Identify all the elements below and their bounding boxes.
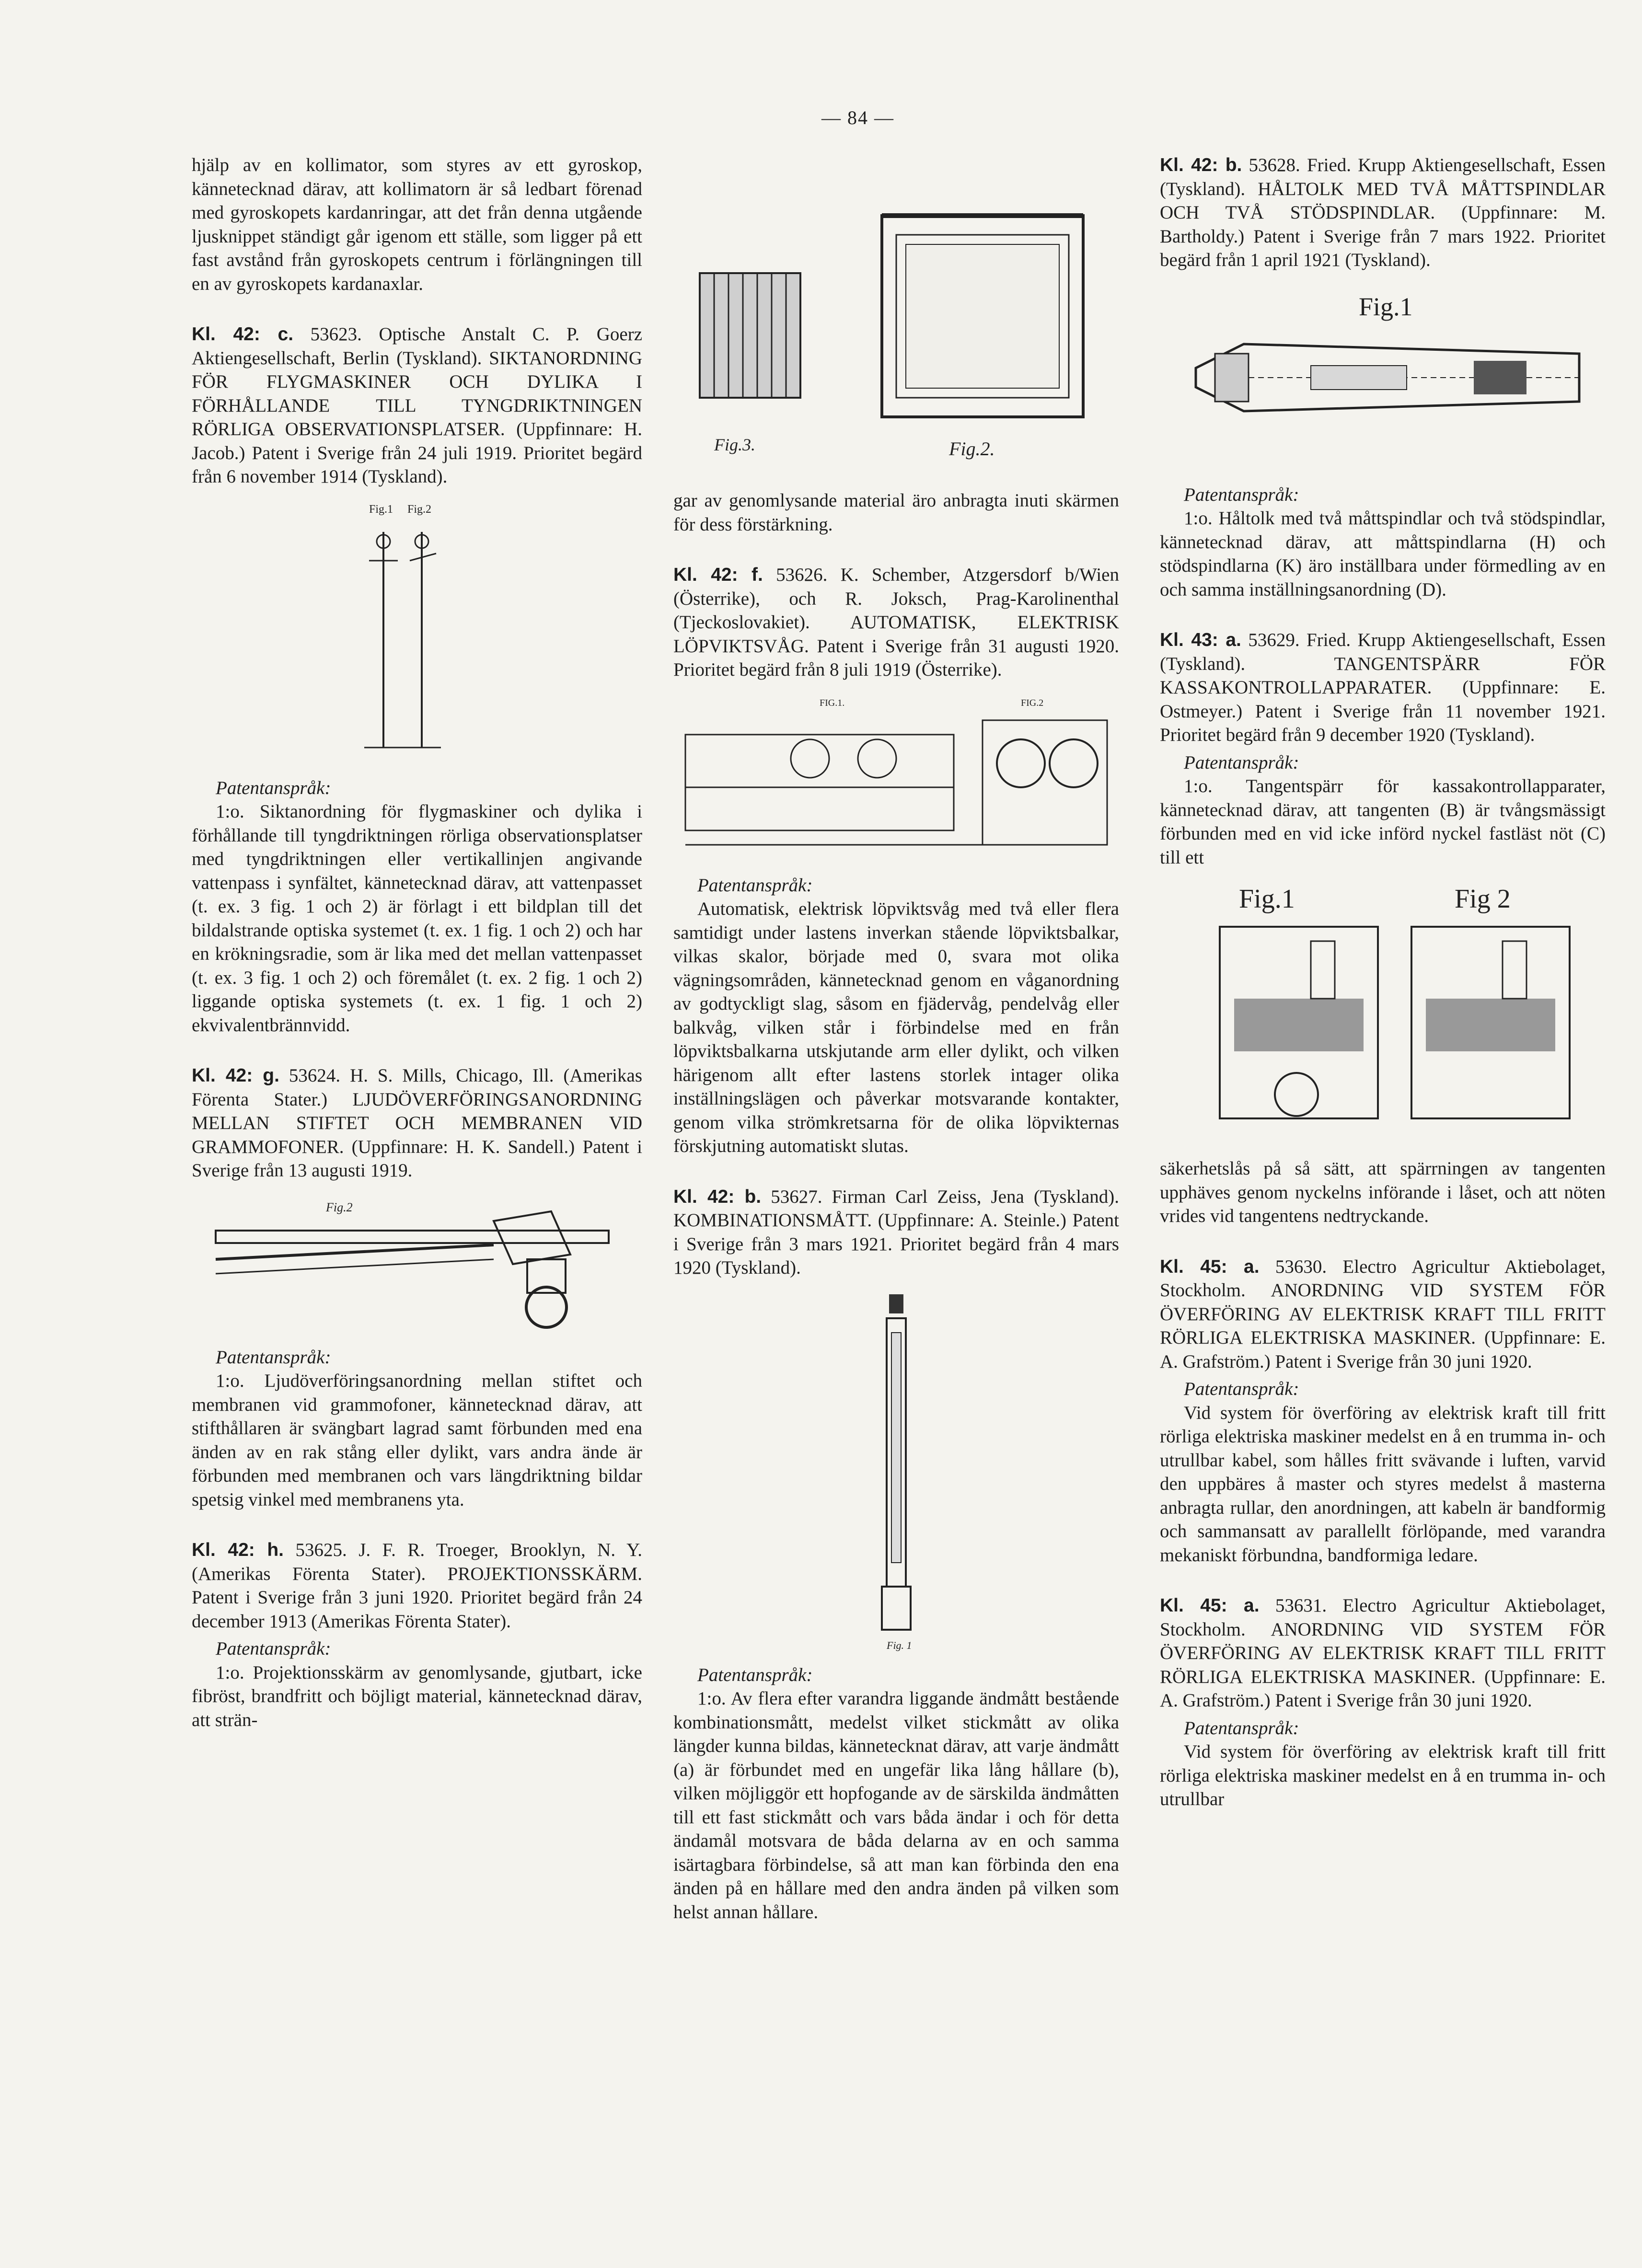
claim-label: Patentanspråk:	[1184, 1717, 1299, 1738]
figure-label: Fig.1	[1239, 884, 1295, 914]
patent-text: 53631. Electro Agricultur Aktiebolaget, Stockholm. ANORDNING VID SYSTEM FÖR ÖVERFÖRING AV ELEKTRISK KRAFT TILL FRITT RÖRLIGA ELEKTRISKA MASKINER. (Uppfinnare: E. A. Grafström.) Patent i Sverige från 30 juni 1920.	[1160, 1595, 1606, 1711]
figure-label: Fig.2.	[949, 438, 995, 460]
patent-text: 53628. Fried. Krupp Aktiengesellschaft, Essen (Tyskland). HÅLTOLK MED TVÅ MÅTTSPINDLAR OCH TVÅ STÖDSPINDLAR. (Uppfinnare: M. Bartholdy.) Patent i Sverige från 7 mars 1922. Prioritet begärd från 1 april 1921 (Tyskland).	[1160, 155, 1606, 270]
claim-text: 1:o. Siktanordning för flygmaskiner och dylika i förhållande till tyngdriktningen rörliga observationsplatser med tyngdriktningen eller vertikallinjen angivande vattenpass i synfältet, kännetecknad därav, att vattenpasset (t. ex. 3 fig. 1 och 2) är förlagt i ett bildplan till det bildalstrande optiska systemet (t. ex. 1 fig. 1 och 2) och har en krökningsradie, som är lika med det mellan vattenpasset (t. ex. 3 fig. 1 och 2) och föremålet (t. ex. 2 fig. 1 och 2) liggande optiska systemets (t. ex. 1 fig. 1 och 2) ekvivalentbrännvidd.	[192, 801, 642, 1036]
patent-entry-53631	[1160, 1594, 1606, 1811]
patent-text: 53629. Fried. Krupp Aktiengesellschaft, Essen (Tyskland). TANGENTSPÄRR FÖR KASSAKONTROLLAPPARATER. (Uppfinnare: E. Ostmeyer.) Patent i Sverige från 11 november 1921. Prioritet begärd från 9 december 1920 (Tyskland).	[1160, 630, 1606, 745]
claim-text: 1:o. Ljudöverföringsanordning mellan stiftet och membranen vid grammofoner, kännetecknad därav, att stifthållaren är svängbart lagrad samt förbunden med ena änden av en rak stång eller dylikt, vars andra ände är förbunden med membranen och vars längdriktning bildar spetsig vinkel med membranens yta.	[192, 1370, 642, 1510]
patent-text: 53630. Electro Agricultur Aktiebolaget, Stockholm. ANORDNING VID SYSTEM FÖR ÖVERFÖRING AV ELEKTRISK KRAFT TILL FRITT RÖRLIGA ELEKTRISKA MASKINER. (Uppfinnare: E. A. Grafström.) Patent i Sverige från 30 juni 1920.	[1160, 1256, 1606, 1372]
claim-label: Patentanspråk:	[1184, 1379, 1299, 1399]
patent-class: Kl. 45: a.	[1160, 1595, 1260, 1616]
claim-text: 1:o. Projektionsskärm av genomlysande, gjutbart, icke fibröst, brandfritt och böjligt material, kännetecknad därav, att strän-	[192, 1662, 642, 1730]
patent-entry-53623	[192, 322, 642, 1037]
patent-entry-53630	[1160, 1255, 1606, 1567]
sight-device-figure	[292, 498, 542, 767]
patent-class: Kl. 42: h.	[192, 1540, 284, 1560]
figure-label: FIG.1.	[820, 697, 845, 708]
patent-text: 53627. Firman Carl Zeiss, Jena (Tyskland). KOMBINATIONSMÅTT. (Uppfinnare: A. Steinle.) Patent i Sverige från 3 mars 1921. Prioritet begärd från 4 mars 1920 (Tyskland).	[673, 1186, 1119, 1278]
claim-text: Vid system för överföring av elektrisk kraft till fritt rörliga elektriska maskiner medelst en å en trumma in- och utrullbar	[1160, 1741, 1606, 1809]
page-number: — 84 —	[821, 107, 894, 128]
patent-text: 53625. J. F. R. Troeger, Brooklyn, N. Y. (Amerikas Förenta Stater). PROJEKTIONSSKÄRM. Patent i Sverige från 3 juni 1920. Prioritet begärd från 24 december 1913 (Amerikas Förenta Stater).	[192, 1540, 642, 1632]
figure-label: Fig 2	[1455, 884, 1511, 914]
figure-label: Fig.3.	[714, 435, 755, 454]
claim-label: Patentanspråk:	[216, 1347, 331, 1368]
patent-entry-53629	[1160, 628, 1606, 1228]
patent-entry-53624	[192, 1064, 642, 1511]
figure-label: Fig.1	[369, 503, 393, 516]
patent-class: Kl. 43: a.	[1160, 630, 1241, 650]
claim-label: Patentanspråk:	[216, 777, 331, 798]
weighing-scale-figure	[676, 691, 1117, 864]
measuring-gauge-figure	[824, 1289, 968, 1654]
patent-entry-53627	[673, 1185, 1119, 1924]
patent-class: Kl. 42: b.	[673, 1186, 762, 1207]
column-1	[192, 153, 642, 1732]
patent-class: Kl. 42: b.	[1160, 155, 1242, 175]
projection-screen-figure	[681, 182, 1112, 479]
patent-class: Kl. 42: f.	[673, 564, 763, 585]
patent-class: Kl. 42: c.	[192, 324, 294, 345]
claim-text: Automatisk, elektrisk löpviktsvåg med två eller flera samtidigt under lastens inverkan stående löpviktsbalkar, vilkas skalor, började med 0, svara mot olika vägningsområden, kännetecknad genom en våganordning av godtyckligt slag, såsom en fjädervåg, pendelvåg eller balkvåg, vilken står i förbindelse med en från löpviktsbalkarna utskjutande arm eller dylikt, och vilken härigenom allt efter lastens storlek intager olika inställningslägen och påverkar motsvarande kontakter, genom vilka strömkretsarna för de olika löpvikternas förskjutning automatiskt slutas.	[673, 898, 1119, 1156]
claim-text: 1:o. Tangentspärr för kassakontrollapparater, kännetecknad därav, att tangenten (B) är tvångsmässigt förbunden med en vid icke införd nyckel fastläst nöt (C) till ett	[1160, 776, 1606, 868]
gramophone-figure	[206, 1192, 628, 1336]
figure-label: Fig.2	[407, 503, 432, 516]
patent-entry-53628	[1160, 153, 1606, 601]
claim-text: 1:o. Håltolk med två måttspindlar och två stödspindlar, kännetecknad därav, att måttspindlarna (H) och stödspindlarna (K) äro inställbara under förmedling av en och samma inställningsanordning (D).	[1160, 508, 1606, 600]
column-2	[673, 153, 1119, 1924]
claim-label: Patentanspråk:	[697, 1664, 813, 1685]
claim-label: Patentanspråk:	[216, 1638, 331, 1659]
continued-text: gar av genomlysande material äro anbragta inuti skärmen för dess förstärkning.	[673, 490, 1119, 535]
patent-text: 53623. Optische Anstalt C. P. Goerz Aktiengesellschaft, Berlin (Tyskland). SIKTANORDNING FÖR FLYGMASKINER OCH DYLIKA I FÖRHÅLLANDE TILL TYNGDRIKTNINGEN RÖRLIGA OBSERVATIONSPLATSER. (Uppfinnare: H. Jacob.) Patent i Sverige från 24 juli 1919. Prioritet begärd från 6 november 1914 (Tyskland).	[192, 324, 643, 487]
figure-label: Fig. 1	[887, 1639, 912, 1651]
claim-label: Patentanspråk:	[1184, 752, 1299, 773]
patent-entry-53626	[673, 563, 1119, 1158]
figure-label: Fig.2	[326, 1200, 353, 1214]
patent-text: 53626. K. Schember, Atzgersdorf b/Wien (Österrike), och R. Joksch, Prag-Karolinenthal (Tjeckoslovakiet). AUTOMATISK, ELEKTRISK LÖPVIKTSVÅG. Patent i Sverige från 31 augusti 1920. Prioritet begärd från 8 juli 1919 (Österrike).	[673, 564, 1119, 680]
patent-class: Kl. 42: g.	[192, 1065, 279, 1086]
intro-text: hjälp av en kollimator, som styres av ett gyroskop, kännetecknad därav, att kollimatorn är så ledbart förenad med gyroskopets kardanringar, att det från denna utgående ljusknippet ständigt går igenom ett ställe, som ligger på ett fast avstånd från gyroskopets centrum i förlängningen till en av gyroskopets kardanaxlar.	[192, 155, 642, 294]
figure-label: Fig.1	[1359, 292, 1413, 321]
claim-text: 1:o. Av flera efter varandra liggande ändmått bestående kombinationsmått, medelst vilket stickmått av olika längder kunna bildas, kännetecknat därav, att varje ändmått (a) är förbundet med en ungefär lika lång hållare (b), vilken möjliggör ett hopfogande av de särskilda ändmåtten till ett fast stickmått och vars båda ändar i och för detta ändamål motsvara de båda delarna av en och samma isärtagbara förbindelse, så att man kan förbinda den ena änden på en hållare med den andra änden på vilken som helst annan hållare.	[673, 1688, 1119, 1923]
hole-gauge-figure	[1167, 282, 1598, 473]
column-3	[1160, 153, 1606, 1811]
claim-label: Patentanspråk:	[697, 875, 813, 896]
key-lock-figure	[1167, 879, 1598, 1147]
claim-label: Patentanspråk:	[1184, 484, 1299, 505]
patent-class: Kl. 45: a.	[1160, 1256, 1260, 1277]
patent-entry-53625	[192, 1538, 642, 1732]
patent-text: 53624. H. S. Mills, Chicago, Ill. (Amerikas Förenta Stater.) LJUDÖVERFÖRINGSANORDNING MELLAN STIFTET OCH MEMBRANEN VID GRAMMOFONER. (Uppfinnare: H. K. Sandell.) Patent i Sverige från 13 augusti 1919.	[192, 1065, 642, 1181]
figure-label: FIG.2	[1021, 697, 1044, 708]
claim-text: Vid system för överföring av elektrisk kraft till fritt rörliga elektriska maskiner medelst en å en trumma in- och utrullbar kabel, som hålles fritt svävande i luften, varvid den uppbäres å master och styres medelst å masterna anbragta rullar, den anordningen, att kabeln är bandformig och sammansatt av parallellt förlöpande, med varandra mekaniskt förbundna, bandformiga ledare.	[1160, 1402, 1606, 1566]
continued-text: säkerhetslås på så sätt, att spärrningen av tangenten upphäves genom nyckelns införande i låset, och att nöten vrides vid tangentens nedtryckande.	[1160, 1158, 1606, 1226]
